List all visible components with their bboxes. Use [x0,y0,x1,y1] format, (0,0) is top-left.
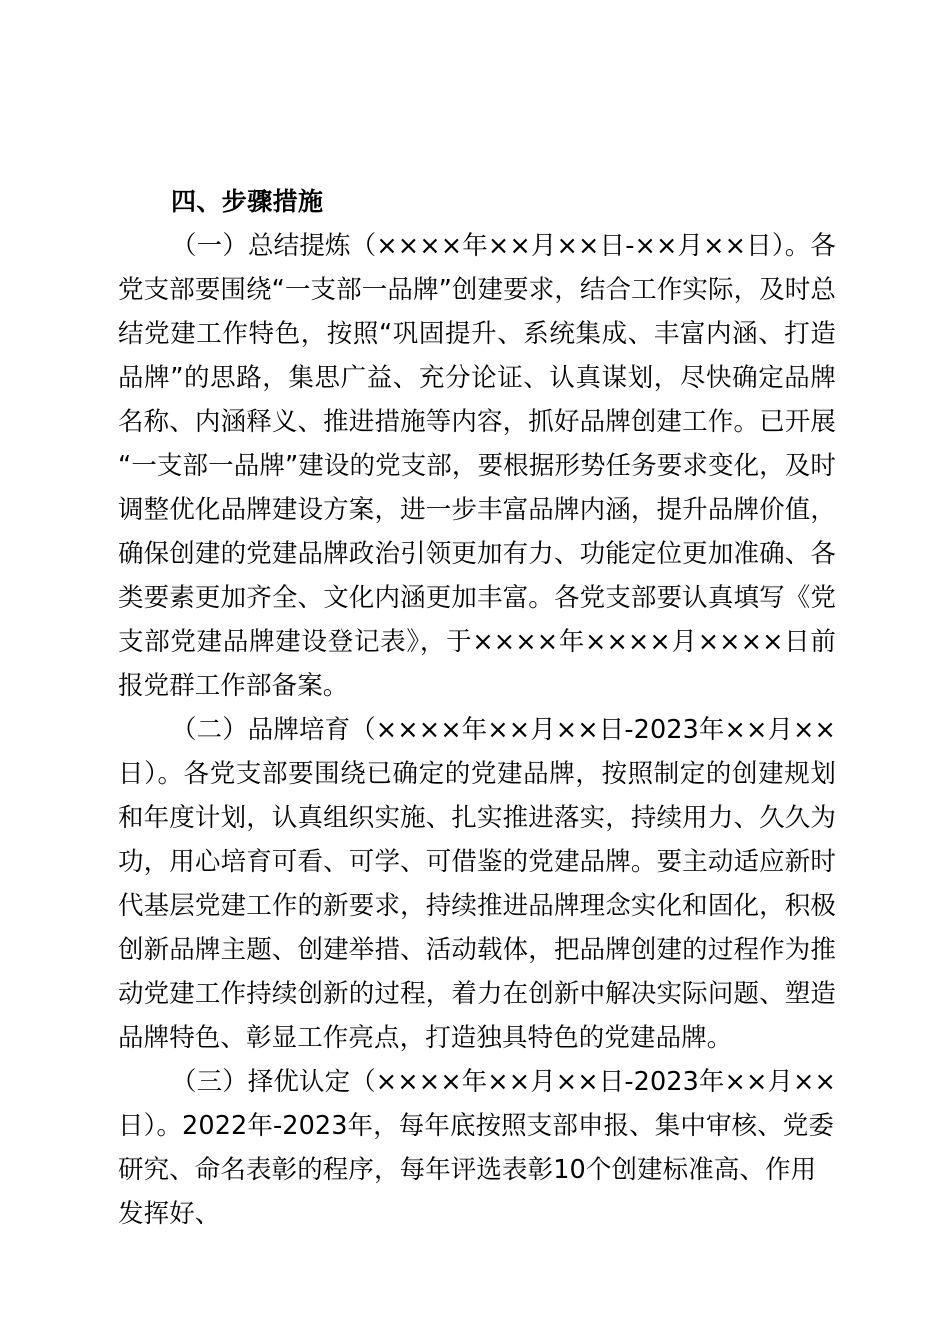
document-body [118,180,836,1236]
paragraph-brand-cultivation: （二）品牌培育（××××年××月××日‐2023年××月××日）。各党支部要围绕已确定的党建品牌，按照制定的创建规划和年度计划，认真组织实施、扎实推进落实，持续用力、久久为功，用心培育可看、可学、可借鉴的党建品牌。要主动适应新时代基层党建工作的新要求，持续推进品牌理念实化和固化，积极创新品牌主题、创建举措、活动载体，把品牌创建的过程作为推动党建工作持续创新的过程，着力在创新中解决实际问题、塑造品牌特色、彰显工作亮点，打造独具特色的党建品牌。 [118,715,836,1053]
paragraph-selection-recognition: （三）择优认定（××××年××月××日‐2023年××月××日）。2022年‐2023年，每年底按照支部申报、集中审核、党委研究、命名表彰的程序，每年评选表彰10个创建标准高、作用发挥好、 [118,1067,836,1229]
paragraph-summary-refinement: （一）总结提炼（××××年××月××日‐××月××日）。各党支部要围绕“一支部一品牌”创建要求，结合工作实际，及时总结党建工作特色，按照“巩固提升、系统集成、丰富内涵、打造品牌”的思路，集思广益、充分论证、认真谋划，尽快确定品牌名称、内涵释义、推进措施等内容，抓好品牌创建工作。已开展“一支部一品牌”建设的党支部，要根据形势任务要求变化，及时调整优化品牌建设方案，进一步丰富品牌内涵，提升品牌价值，确保创建的党建品牌政治引领更加有力、功能定位更加准确、各类要素更加齐全、文化内涵更加丰富。各党支部要认真填写《党支部党建品牌建设登记表》，于××××年××××月××××日前报党群工作部备案。 [118,231,836,701]
section-heading: 四、步骤措施 [171,187,324,216]
